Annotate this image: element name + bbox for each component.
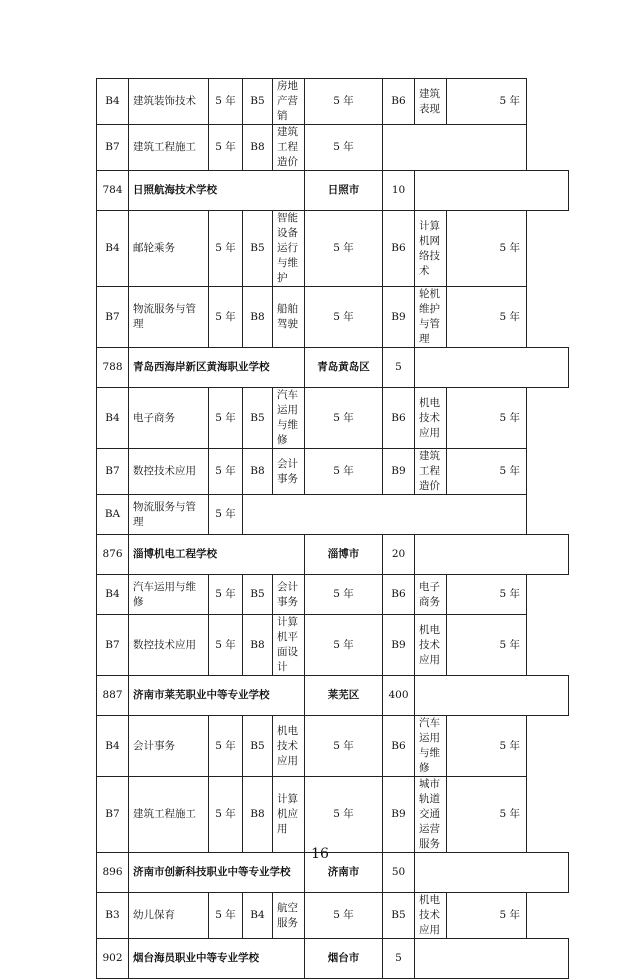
- school-code: 902: [97, 939, 129, 979]
- school-code: 788: [97, 348, 129, 388]
- major-name: 建筑工程施工: [129, 777, 209, 853]
- school-city: 烟台市: [305, 939, 383, 979]
- study-years: 5 年: [447, 575, 527, 615]
- major-name: 建筑工程施工: [129, 125, 209, 171]
- major-code: B8: [243, 777, 273, 853]
- school-name: 青岛西海岸新区黄海职业学校: [129, 348, 305, 388]
- major-name: 会计事务: [273, 449, 305, 495]
- major-code: B9: [383, 287, 415, 348]
- major-name: 航空服务: [273, 893, 305, 939]
- major-code: B5: [383, 893, 415, 939]
- major-code: B4: [97, 575, 129, 615]
- major-name: 建筑表现: [415, 79, 447, 125]
- major-row: [97, 449, 569, 495]
- major-code: B7: [97, 615, 129, 676]
- major-name: 电子商务: [129, 388, 209, 449]
- major-row: [97, 211, 569, 287]
- study-years: 5 年: [305, 716, 383, 777]
- page-number: 16: [311, 846, 329, 862]
- major-code: B4: [97, 211, 129, 287]
- major-name: 机电技术应用: [415, 893, 447, 939]
- major-row: [97, 287, 569, 348]
- school-name: 济南市创新科技职业中等专业学校: [129, 853, 305, 893]
- study-years: 5 年: [305, 575, 383, 615]
- study-years: 5 年: [209, 388, 243, 449]
- major-code: B7: [97, 777, 129, 853]
- school-row: [97, 171, 569, 211]
- empty-cell: [415, 535, 569, 575]
- major-row: [97, 79, 569, 125]
- school-code: 876: [97, 535, 129, 575]
- major-code: B7: [97, 449, 129, 495]
- school-city: 济南市: [305, 853, 383, 893]
- study-years: 5 年: [447, 893, 527, 939]
- major-code: B7: [97, 125, 129, 171]
- school-quota: 20: [383, 535, 415, 575]
- major-code: B3: [97, 893, 129, 939]
- major-row: [97, 777, 569, 853]
- major-name: 会计事务: [273, 575, 305, 615]
- major-code: BA: [97, 495, 129, 535]
- major-code: B6: [383, 388, 415, 449]
- major-row: [97, 716, 569, 777]
- school-quota: 50: [383, 853, 415, 893]
- major-code: B4: [97, 388, 129, 449]
- study-years: 5 年: [305, 449, 383, 495]
- major-name: 会计事务: [129, 716, 209, 777]
- major-row: [97, 575, 569, 615]
- major-name: 幼儿保育: [129, 893, 209, 939]
- major-row: [97, 893, 569, 939]
- study-years: 5 年: [447, 449, 527, 495]
- study-years: 5 年: [447, 615, 527, 676]
- major-code: B8: [243, 449, 273, 495]
- study-years: 5 年: [447, 777, 527, 853]
- major-name: 建筑工程造价: [415, 449, 447, 495]
- major-name: 城市轨道交通运营服务: [415, 777, 447, 853]
- major-name: 汽车运用与维修: [129, 575, 209, 615]
- major-name: 电子商务: [415, 575, 447, 615]
- major-name: 数控技术应用: [129, 615, 209, 676]
- major-code: B9: [383, 449, 415, 495]
- major-code: B4: [97, 716, 129, 777]
- school-code: 784: [97, 171, 129, 211]
- major-code: B4: [97, 79, 129, 125]
- major-name: 机电技术应用: [273, 716, 305, 777]
- study-years: 5 年: [447, 287, 527, 348]
- major-code: B8: [243, 615, 273, 676]
- major-row: [97, 125, 569, 171]
- study-years: 5 年: [305, 615, 383, 676]
- school-name: 烟台海员职业中等专业学校: [129, 939, 305, 979]
- school-city: 日照市: [305, 171, 383, 211]
- study-years: 5 年: [209, 211, 243, 287]
- study-years: 5 年: [305, 388, 383, 449]
- major-name: 轮机维护与管理: [415, 287, 447, 348]
- study-years: 5 年: [209, 893, 243, 939]
- major-code: B6: [383, 716, 415, 777]
- major-name: 物流服务与管理: [129, 495, 209, 535]
- empty-cell: [415, 171, 569, 211]
- study-years: 5 年: [447, 211, 527, 287]
- school-row: [97, 348, 569, 388]
- study-years: 5 年: [209, 575, 243, 615]
- major-name: 汽车运用与维修: [415, 716, 447, 777]
- empty-cell: [415, 676, 569, 716]
- major-code: B8: [243, 125, 273, 171]
- study-years: 5 年: [305, 125, 383, 171]
- school-name: 济南市莱芜职业中等专业学校: [129, 676, 305, 716]
- school-name: 淄博机电工程学校: [129, 535, 305, 575]
- major-row: [97, 388, 569, 449]
- school-quota: 10: [383, 171, 415, 211]
- major-name: 房地产营销: [273, 79, 305, 125]
- school-row: [97, 939, 569, 979]
- school-city: 青岛黄岛区: [305, 348, 383, 388]
- major-code: B9: [383, 615, 415, 676]
- study-years: 5 年: [209, 79, 243, 125]
- major-code: B5: [243, 211, 273, 287]
- school-code: 896: [97, 853, 129, 893]
- study-years: 5 年: [305, 893, 383, 939]
- school-quota: 5: [383, 348, 415, 388]
- study-years: 5 年: [209, 777, 243, 853]
- major-name: 船舶驾驶: [273, 287, 305, 348]
- major-name: 建筑装饰技术: [129, 79, 209, 125]
- major-code: B5: [243, 716, 273, 777]
- major-name: 物流服务与管理: [129, 287, 209, 348]
- study-years: 5 年: [209, 287, 243, 348]
- school-row: [97, 535, 569, 575]
- empty-cell: [383, 125, 527, 171]
- study-years: 5 年: [209, 615, 243, 676]
- major-code: B6: [383, 211, 415, 287]
- study-years: 5 年: [209, 125, 243, 171]
- study-years: 5 年: [447, 79, 527, 125]
- major-code: B9: [383, 777, 415, 853]
- study-years: 5 年: [305, 777, 383, 853]
- empty-cell: [415, 939, 569, 979]
- major-code: B5: [243, 575, 273, 615]
- major-name: 智能设备运行与维护: [273, 211, 305, 287]
- study-years: 5 年: [447, 388, 527, 449]
- table-body: [97, 79, 569, 979]
- major-name: 汽车运用与维修: [273, 388, 305, 449]
- school-city: 淄博市: [305, 535, 383, 575]
- study-years: 5 年: [209, 449, 243, 495]
- study-years: 5 年: [305, 287, 383, 348]
- major-code: B5: [243, 79, 273, 125]
- school-row: [97, 676, 569, 716]
- major-code: B6: [383, 79, 415, 125]
- major-code: B6: [383, 575, 415, 615]
- study-years: 5 年: [447, 716, 527, 777]
- major-row: [97, 615, 569, 676]
- empty-cell: [415, 348, 569, 388]
- major-code: B8: [243, 287, 273, 348]
- major-name: 计算机平面设计: [273, 615, 305, 676]
- major-name: 计算机网络技术: [415, 211, 447, 287]
- enrollment-table: [96, 78, 569, 979]
- major-name: 计算机应用: [273, 777, 305, 853]
- school-quota: 400: [383, 676, 415, 716]
- major-name: 邮轮乘务: [129, 211, 209, 287]
- major-row: [97, 495, 569, 535]
- major-code: B7: [97, 287, 129, 348]
- major-name: 数控技术应用: [129, 449, 209, 495]
- empty-cell: [243, 495, 527, 535]
- study-years: 5 年: [209, 495, 243, 535]
- major-code: B5: [243, 388, 273, 449]
- major-name: 机电技术应用: [415, 388, 447, 449]
- study-years: 5 年: [209, 716, 243, 777]
- study-years: 5 年: [305, 79, 383, 125]
- school-quota: 5: [383, 939, 415, 979]
- study-years: 5 年: [305, 211, 383, 287]
- school-code: 887: [97, 676, 129, 716]
- school-name: 日照航海技术学校: [129, 171, 305, 211]
- major-name: 建筑工程造价: [273, 125, 305, 171]
- major-name: 机电技术应用: [415, 615, 447, 676]
- school-city: 莱芜区: [305, 676, 383, 716]
- major-code: B4: [243, 893, 273, 939]
